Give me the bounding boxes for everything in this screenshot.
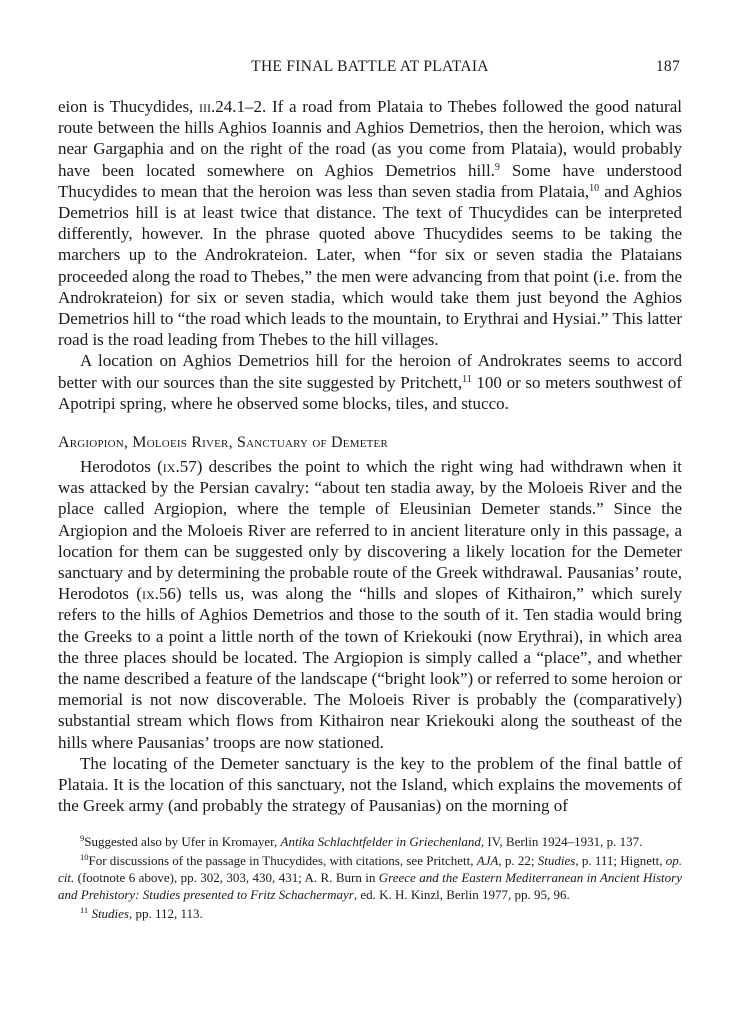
running-head <box>58 50 682 76</box>
italic-title: op. cit. <box>58 852 682 885</box>
italic-title: Studies <box>537 852 576 868</box>
book-numeral: ix <box>141 584 155 604</box>
text-run: Herodotos ( <box>80 457 163 477</box>
italic-title: Antika Schlachtfelder in Griechenland <box>280 833 481 849</box>
italic-title: AJA <box>476 852 499 868</box>
page-number: 187 <box>655 58 680 75</box>
book-numeral: iii <box>199 97 212 116</box>
page <box>58 50 682 922</box>
text-run: (footnote 6 above), pp. 302, 303, 430, 431; A. R. Burn in <box>74 869 379 885</box>
footnote-ref: 9 <box>80 832 85 843</box>
body-text <box>58 96 682 817</box>
text-run: .24.1–2. If a road from Plataia to Thebes followed the good natural route between the hills Aghios Ioannis and Aghios Demetrios, then the heroion, which was near Gargaphia and on the right of the road (as you come from Plataia), would probably have been located somewhere on Aghios Demetrios hill. <box>58 97 682 180</box>
footnote <box>58 833 682 850</box>
text-run: .56) tells us, was along the “hills and slopes of Kithairon,” which surely refers to the hills of Aghios Demetrios and those to the south of it. Ten stadia would bring the Greeks to a point a little north of the town of Kriekouki (now Erythrai), in which area the three places should be located. The Argiopion is simply called a “place”, and whether the name described a feature of the landscape (“bright look”) or referred to some heroion or memorial is not now discoverable. The Moloeis River is probably the (comparatively) substantial stream which flows from Kithairon near Kriekouki along the southeast of the hills where Pausanias’ troops are now stationed. <box>58 584 682 752</box>
text-run: For discussions of the passage in Thucydides, with citations, see Pritchett, <box>88 852 477 868</box>
text-run: , ed. K. H. Kinzl, Berlin 1977, pp. 95, 96. <box>353 886 570 902</box>
footnote <box>58 852 682 903</box>
text-run: , pp. 112, 113. <box>129 905 203 921</box>
footnote <box>58 905 682 922</box>
section-heading: Argiopion, Moloeis River, Sanctuary of Demeter <box>58 434 388 452</box>
text-run: 100 or so meters southwest of Apotripi spring, where he observed some blocks, tiles, and stucco. <box>58 372 682 413</box>
book-numeral: ix <box>162 457 176 477</box>
footnote-ref: 11 <box>462 373 472 385</box>
italic-title: Studies <box>91 905 129 921</box>
footnote-ref: 10 <box>80 851 89 862</box>
text-run: eion is Thucydides, <box>58 97 200 116</box>
text-run: Suggested also by Ufer in Kromayer, <box>84 833 281 849</box>
text-run: , p. 22; <box>498 852 538 868</box>
running-head-title: THE FINAL BATTLE AT PLATAIA <box>251 58 489 75</box>
text-run: and Aghios Demetrios hill is at least twice that distance. The text of Thucydides can be interpreted differently, however. In the phrase quoted above Thucydides seems to be taking the marchers up to the Androkrateion. Later, when “for six or seven stadia the Plataians proceeded along the road to Thebes,” the men were advancing from that point (i.e. from the Androkrateion) for six or seven stadia, which would take them just beyond the Aghios Demetrios hill to “the road which leads to the mountain, to Erythrai and Hysiai.” This latter road is the road leading from Thebes to the hill villages. <box>58 181 682 350</box>
text-run: , p. 111; Hignett, <box>575 852 666 868</box>
paragraph <box>58 753 682 817</box>
text-run: The locating of the Demeter sanctuary is the key to the problem of the final battle of Plataia. It is the location of this sanctuary, not the Island, which explains the movements of the Greek army (and probably the strategy of Pausanias) on the morning of <box>58 753 682 816</box>
footnote-ref: 10 <box>589 182 600 194</box>
text-run: , IV, Berlin 1924–1931, p. 137. <box>480 833 643 849</box>
footnote-ref: 9 <box>494 161 500 173</box>
footnotes <box>58 833 682 922</box>
paragraph <box>58 350 682 414</box>
footnote-ref: 11 <box>80 904 89 915</box>
paragraph <box>58 456 682 753</box>
text-run: Some have understood Thucydides to mean that the heroion was less than seven stadia from Plataia, <box>58 160 682 201</box>
paragraph <box>58 96 682 350</box>
text-run: .57) describes the point to which the right wing had withdrawn when it was attacked by the Persian cavalry: “about ten stadia away, by the Moloeis River and the place called Argiopion, where the temple of Eleusinian Demeter stands.” Since the Argiopion and the Moloeis River are referred to in ancient literature only in this passage, a location for them can be suggested only by discovering a likely location for the Demeter sanctuary and by determining the probable route of the Greek withdrawal. Pausanias’ route, Herodotos ( <box>58 457 683 604</box>
italic-title: Greece and the Eastern Mediterranean in Ancient History and Prehistory: Studies presented to Fritz Schachermayr <box>58 869 683 902</box>
text-run: A location on Aghios Demetrios hill for the heroion of Androkrates seems to accord better with our sources than the site suggested by Pritchett, <box>58 351 682 392</box>
